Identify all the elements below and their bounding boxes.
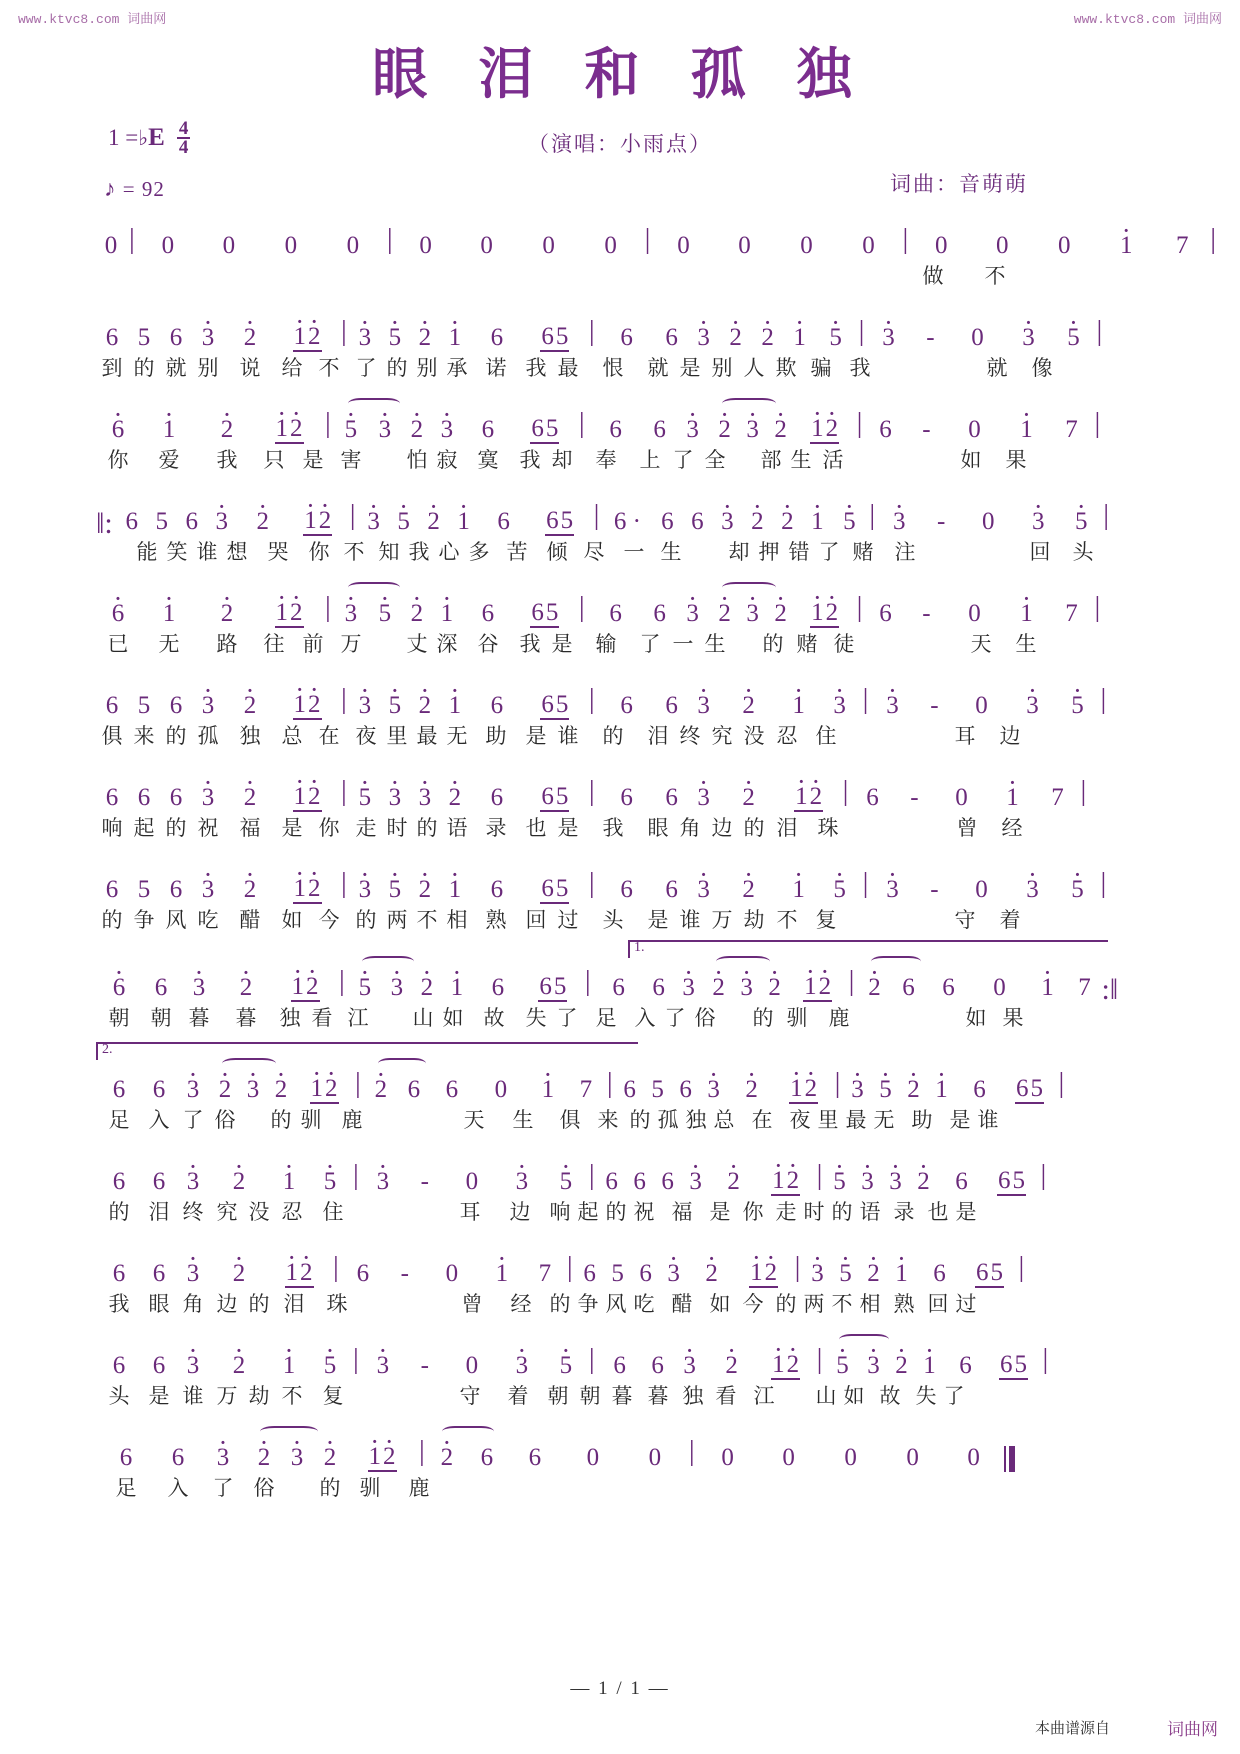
quarter-note-icon: ♪: [104, 176, 117, 201]
notation-row: 6 6 · 3 · 2 · 3 · 2 · 1 · 2 | · 2 6 6 0 · 1 7 | 6 5 6 · 3 · 2 · 1 · 2 | · 3 · 5 · 2 · 1 6 6 5 |: [96, 1062, 1146, 1104]
score-system: [96, 218, 1217, 294]
singer-credit: （演唱：小雨点）: [528, 132, 712, 156]
lyrics-row: 你 爱 我 只 是 害 怕 寂 寞 我 却 奉 上 了 全 部 生 活 如 果: [107, 448, 1027, 472]
notation-row: 6 6 · 3 · 2 · 1 · 5 | · 3 - 0 · 3 · 5 | 6 6 6 · 3 · 2 · 1 · 2 | · 5 · 3 · 3 · 2 6 6 5 |: [96, 1154, 1146, 1196]
notation-row: 0 | 0 0 0 0 | 0 0 0 0 | 0 0 0 0 | 0 0 0 · 1 7 |: [96, 218, 1146, 260]
source-site: 词曲网: [1167, 1720, 1218, 1739]
final-barline: [1004, 1446, 1015, 1472]
lyrics-row: 我 眼 角 边 的 泪 珠 曾 经 的 争 风 吃 醋 如 今 的 两 不 相 熟 回 过: [108, 1292, 977, 1316]
score-system: [96, 494, 1146, 570]
page-number: — 1 / 1 —: [570, 1678, 670, 1699]
score-system: [96, 678, 1146, 754]
meter-numerator: 4: [178, 118, 189, 139]
volta-label: 2.: [102, 1042, 113, 1057]
volta-label: 1.: [634, 940, 645, 955]
score-system: [96, 862, 1146, 938]
score-system: [96, 310, 1146, 386]
key-prefix: 1 =: [108, 125, 139, 151]
notation-row: 6 5 6 · 3 · 2 · 1 · 2 | · 3 · 5 · 2 · 1 6 6 5 | 6 6 · 3 · 2 · 1 · 5 | · 3 - 0 · 3 · 5 |: [96, 862, 1146, 904]
notation-row: 6 5 6 · 3 · 2 · 1 · 2 | · 3 · 5 · 2 · 1 6 6 5 | 6 6 · 3 · 2 · 2 · 1 · 5 | · 3 - 0 · 3 · 5 |: [96, 310, 1146, 352]
key-signature: [108, 120, 190, 157]
repeat-end-barline: :‖: [1101, 973, 1119, 1006]
tempo-marking: [104, 176, 165, 202]
tempo-equals: =: [122, 177, 136, 201]
lyrics-row: 俱 来 的 孤 独 总 在 夜 里 最 无 助 是 谁 的 泪 终 究 没 忍 住 耳 边: [101, 724, 1021, 748]
music-score: [96, 218, 1217, 1522]
notation-row: ‖: 6 5 6 · 3 · 2 · 1 · 2 | · 3 · 5 · 2 · 1 6 6 5 | 6 · 6 6 · 3 · 2 · 2 · 1 · 5 | · 3 - 0 · 3 · 5 |: [96, 494, 1146, 536]
notation-row: · 6 6 · 3 · 2 · 1 · 2 | · 5 · 3 · 2 · 1 6 6 5 | 6 6 · 3 · 2 · 3 · 2 · 1 · 2 | · 2 6 6 0 · 1 7 :‖: [96, 960, 1146, 1002]
key-accidental: ♭: [138, 125, 149, 150]
volta-bracket-2: [96, 1042, 638, 1060]
notation-row: 6 6 6 · 3 · 2 · 1 · 2 | · 5 · 3 · 3 · 2 6 6 5 | 6 6 · 3 · 2 · 1 · 2 | 6 - 0 · 1 7 |: [96, 770, 1146, 812]
repeat-start-barline: ‖:: [96, 507, 113, 540]
notation-row: · 6 · 1 · 2 · 1 · 2 | · 3 · 5 · 2 · 1 6 6 5 | 6 6 · 3 · 2 · 3 · 2 · 1 · 2 | 6 - 0 · 1 7 |: [96, 586, 1146, 628]
score-system: [96, 1338, 1146, 1414]
key-letter: E: [148, 124, 165, 152]
lyrics-row: 响 起 的 祝 福 是 你 走 时 的 语 录 也 是 我 眼 角 边 的 泪 珠 曾 经: [101, 816, 1023, 840]
score-system: [96, 1154, 1146, 1230]
lyrics-row: 能 笑 谁 想 哭 你 不 知 我 心 多 苦 倾 尽 一 生 却 押 错 了 赌 注 回 头: [136, 540, 1094, 564]
page-title: 眼 泪 和 孤 独: [372, 41, 868, 106]
notation-row: · 6 · 1 · 2 · 1 · 2 | · 5 · 3 · 2 · 3 6 6 5 | 6 6 · 3 · 2 · 3 · 2 · 1 · 2 | 6 - 0 · 1 7 |: [96, 402, 1146, 444]
score-system: [96, 770, 1146, 846]
notation-row: 6 6 · 3 · 2 · 1 · 5 | · 3 - 0 · 3 · 5 | 6 6 · 3 · 2 · 1 · 2 | · 5 · 3 · 2 · 1 6 6 5 |: [96, 1338, 1146, 1380]
meter-denominator: 4: [178, 137, 189, 159]
score-system: [96, 1430, 1146, 1506]
lyrics-row: 已 无 路 往 前 万 丈 深 谷 我 是 输 了 一 生 的 赌 徒 天 生: [107, 632, 1037, 656]
score-system: [96, 1042, 1146, 1138]
lyrics-row: 足 入 了 俗 的 驯 鹿: [115, 1476, 430, 1500]
composer-credit: 词曲：音萌萌: [890, 172, 1028, 196]
score-system: [96, 586, 1146, 662]
lyrics-row: 头 是 谁 万 劫 不 复 守 着 朝 朝 暮 暮 独 看 江 山 如 故 失 了: [108, 1384, 965, 1408]
score-system: [96, 940, 1146, 1036]
lyrics-row: 做 不: [922, 264, 1006, 288]
lyrics-row: 朝 朝 暮 暮 独 看 江 山 如 故 失 了 足 入 了 俗 的 驯 鹿 如 果: [108, 1006, 1024, 1030]
notation-row: 6 5 6 · 3 · 2 · 1 · 2 | · 3 · 5 · 2 · 1 6 6 5 | 6 6 · 3 · 2 · 1 · 3 | · 3 - 0 · 3 · 5 |: [96, 678, 1146, 720]
notation-row: 6 6 · 3 · 2 · 1 · 2 | 6 - 0 · 1 7 | 6 5 6 · 3 · 2 · 1 · 2 | · 3 · 5 · 2 · 1 6 6 5 |: [96, 1246, 1146, 1288]
tempo-value: 92: [141, 177, 165, 201]
volta-bracket-1: [628, 940, 1108, 958]
watermark-top-left: www.ktvc8.com 词曲网: [18, 12, 167, 27]
watermark-top-right: www.ktvc8.com 词曲网: [1073, 12, 1222, 27]
time-signature: [177, 120, 191, 157]
source-label: 本曲谱源自: [1034, 1721, 1110, 1737]
lyrics-row: 的 泪 终 究 没 忍 住 耳 边 响 起 的 祝 福 是 你 走 时 的 语 录 也 是: [108, 1200, 977, 1224]
score-system: [96, 1246, 1146, 1322]
lyrics-row: 到 的 就 别 说 给 不 了 的 别 承 诺 我 最 恨 就 是 别 人 欺 骗 我 就 像: [101, 356, 1053, 380]
score-system: [96, 402, 1146, 478]
lyrics-row: 的 争 风 吃 醋 如 今 的 两 不 相 熟 回 过 头 是 谁 万 劫 不 复 守 着: [101, 908, 1021, 932]
lyrics-row: 足 入 了 俗 的 驯 鹿 天 生 俱 来 的 孤 独 总 在 夜 里 最 无 助 是 谁: [108, 1108, 999, 1132]
notation-row: 6 6 · 3 · 2 · 3 · 2 · 1 · 2 | · 2 6 6 0 0 | 0 0 0 0 0: [96, 1430, 1146, 1472]
